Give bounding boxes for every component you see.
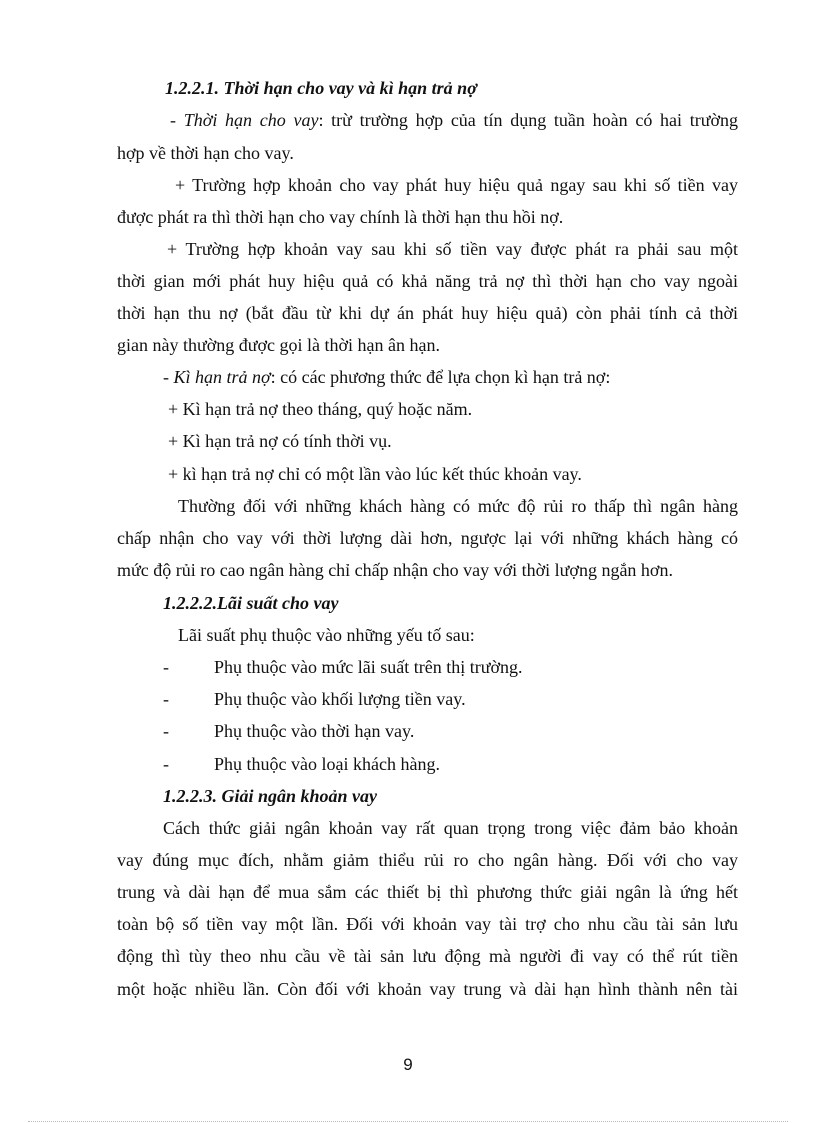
term-label: Thời hạn cho vay [183,110,319,130]
term-intro-line-1: - Thời hạn cho vay: trừ trường hợp của tín dụng tuần hoàn có hai trường [170,110,739,130]
summary-line-1: Thường đối với những khách hàng có mức độ rủi ro thấp thì ngân hàng [178,496,738,516]
summary-line-3: mức độ rủi ro cao ngân hàng chỉ chấp nhận cho vay với thời lượng ngắn hơn. [117,560,673,580]
bullet-dash: - [163,657,169,677]
list-item [0,720,816,742]
repay-intro: - Kì hạn trả nợ: có các phương thức để lựa chọn kì hạn trả nợ: [163,367,611,387]
repay-item: + kì hạn trả nợ chỉ có một lần vào lúc kết thúc khoản vay. [168,464,582,484]
case-2-line-2: thời gian mới phát huy hiệu quả có khả năng trả nợ thì thời hạn cho vay ngoài [117,271,738,291]
list-item [0,688,816,710]
disbursement-line: Cách thức giải ngân khoản vay rất quan trọng trong việc đảm bảo khoản [163,818,738,838]
list-item-text: Phụ thuộc vào thời hạn vay. [214,721,415,741]
disbursement-line: một hoặc nhiều lần. Còn đối với khoản vay trung và dài hạn hình thành nên tài [117,979,738,999]
repay-item: + Kì hạn trả nợ theo tháng, quý hoặc năm. [168,399,473,419]
rate-intro: Lãi suất phụ thuộc vào những yếu tố sau: [178,625,475,645]
page-number: 9 [403,1055,413,1074]
repay-item: + Kì hạn trả nợ có tính thời vụ. [168,431,392,451]
case-2-line-3: thời hạn thu nợ (bắt đầu từ khi dự án phát huy hiệu quả) còn phải tính cả thời [117,303,738,323]
disbursement-line: vay đúng mục đích, nhằm giảm thiểu rủi ro cho ngân hàng. Đối với cho vay [117,850,738,870]
disbursement-line: toàn bộ số tiền vay một lần. Đối với khoản vay tài trợ cho nhu cầu tài sản lưu [117,914,738,934]
section-heading-1: 1.2.2.1. Thời hạn cho vay và kì hạn trả nợ [165,78,477,98]
repay-intro-rest: : có các phương thức để lựa chọn kì hạn trả nợ: [270,367,611,387]
footer-divider [28,1121,788,1122]
list-item-text: Phụ thuộc vào loại khách hàng. [214,754,440,774]
bullet-dash: - [163,721,169,741]
case-2-line-1: + Trường hợp khoản vay sau khi số tiền vay được phát ra phải sau một [167,239,738,259]
list-item-text: Phụ thuộc vào mức lãi suất trên thị trường. [214,657,523,677]
repay-label: Kì hạn trả nợ [173,367,271,387]
disbursement-line: động thì tùy theo nhu cầu về tài sản lưu động mà người đi vay có thể rút tiền [117,946,738,966]
term-intro-rest: : trừ trường hợp của tín dụng tuần hoàn có hai trường [318,110,739,130]
disbursement-line: trung và dài hạn để mua sắm các thiết bị thì phương thức giải ngân là ứng hết [117,882,738,902]
section-heading-3: 1.2.2.3. Giải ngân khoản vay [163,786,378,806]
case-2-line-4: gian này thường được gọi là thời hạn ân hạn. [117,335,440,355]
list-item [0,753,816,775]
bullet-dash: - [163,689,169,709]
bullet-dash: - [163,754,169,774]
list-item-text: Phụ thuộc vào khối lượng tiền vay. [214,689,466,709]
section-heading-2: 1.2.2.2.Lãi suất cho vay [163,593,339,613]
summary-line-2: chấp nhận cho vay với thời lượng dài hơn, ngược lại với những khách hàng có [117,528,738,548]
term-intro-line-2: hợp về thời hạn cho vay. [117,143,294,163]
case-1-line-2: được phát ra thì thời hạn cho vay chính là thời hạn thu hồi nợ. [117,207,564,227]
case-1-line-1: + Trường hợp khoản cho vay phát huy hiệu quả ngay sau khi số tiền vay [175,175,738,195]
list-item [0,656,816,678]
